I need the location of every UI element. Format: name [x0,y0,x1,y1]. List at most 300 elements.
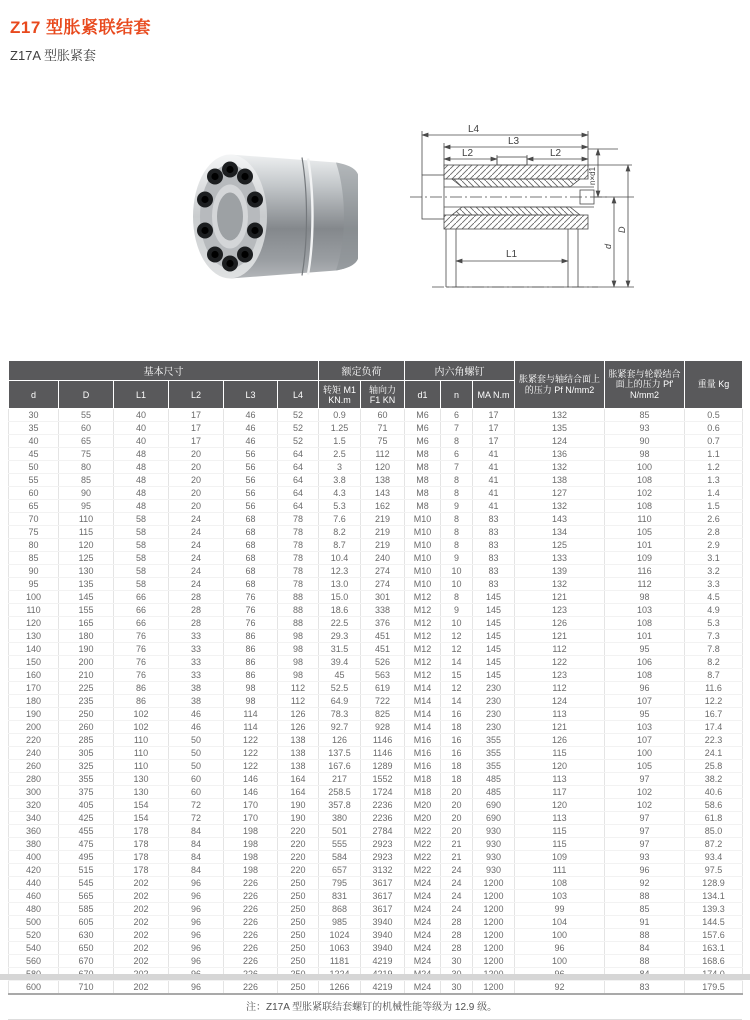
table-cell: 9 [441,604,473,617]
table-cell: 130 [9,630,59,643]
table-cell: 825 [361,708,405,721]
table-cell: 1.5 [685,500,743,513]
page-title: Z17 型胀紧联结套 [10,18,152,37]
table-cell: 103 [605,604,685,617]
product-photo [168,129,396,304]
table-cell: M14 [405,695,441,708]
table-cell: 111 [515,864,605,877]
table-row [9,539,743,552]
table-cell: 485 [473,773,515,786]
table-cell: 20 [441,812,473,825]
table-row [9,474,743,487]
table-cell: 219 [361,526,405,539]
table-cell: 6 [441,448,473,461]
table-cell: 3.2 [685,565,743,578]
table-cell: 7.3 [685,630,743,643]
table-cell: 100 [9,591,59,604]
header-rated-load: 额定负荷 [319,361,405,381]
table-cell: 56 [224,461,278,474]
table-cell: 16 [441,747,473,760]
table-row [9,981,743,995]
table-cell: 5.3 [685,617,743,630]
table-cell: 4.9 [685,604,743,617]
table-cell: 250 [278,981,319,995]
table-cell: 130 [59,565,114,578]
table-cell: 178 [114,838,169,851]
table-cell: 325 [59,760,114,773]
table-cell: M10 [405,552,441,565]
table-cell: 202 [114,929,169,942]
table-cell: 1.1 [685,448,743,461]
table-cell: 217 [319,773,361,786]
coupling-photo-illustration [168,129,396,304]
table-cell: 68 [224,578,278,591]
table-cell: 93 [605,422,685,435]
table-cell: M22 [405,864,441,877]
table-cell: 8.7 [685,669,743,682]
table-cell: 2923 [361,838,405,851]
table-row [9,604,743,617]
table-cell: 85 [9,552,59,565]
table-cell: 219 [361,539,405,552]
table-cell: 60 [59,422,114,435]
table-cell: 24 [169,539,224,552]
table-cell: 375 [59,786,114,799]
table-cell: 88 [278,591,319,604]
table-cell: 30 [9,409,59,422]
table-cell: 619 [361,682,405,695]
table-cell: 46 [224,422,278,435]
table-cell: M16 [405,734,441,747]
table-cell: 1.2 [685,461,743,474]
table-cell: 202 [114,981,169,995]
table-cell: M24 [405,929,441,942]
table-cell: 66 [114,617,169,630]
table-cell: 28 [441,929,473,942]
table-cell: 100 [515,955,605,968]
table-cell: 92 [605,877,685,890]
table-cell: 560 [9,955,59,968]
table-cell: 31.5 [319,643,361,656]
table-cell: 985 [319,916,361,929]
table-cell: 3940 [361,916,405,929]
dim-label-l2-right: L2 [550,147,562,159]
table-cell: 114 [224,708,278,721]
table-cell: 56 [224,500,278,513]
table-cell: 18.6 [319,604,361,617]
table-cell: 108 [605,500,685,513]
table-cell: 112 [515,643,605,656]
table-cell: 226 [224,929,278,942]
table-cell: 795 [319,877,361,890]
table-cell: 202 [114,955,169,968]
table-cell: 24 [441,903,473,916]
table-cell: 3.8 [319,474,361,487]
table-cell: 20 [441,786,473,799]
table-cell: 21 [441,838,473,851]
table-row [9,578,743,591]
table-cell: 120 [9,617,59,630]
table-cell: 98 [605,591,685,604]
table-cell: 38.2 [685,773,743,786]
table-cell: 30 [441,955,473,968]
table-row [9,630,743,643]
table-cell: 930 [473,864,515,877]
table-cell: 132 [515,500,605,513]
table-cell: 12.2 [685,695,743,708]
table-cell: 60 [169,786,224,799]
table-cell: 15.0 [319,591,361,604]
table-cell: 1200 [473,890,515,903]
table-cell: 240 [361,552,405,565]
table-cell: 56 [224,474,278,487]
table-cell: 145 [473,591,515,604]
table-cell: 58 [114,578,169,591]
table-cell: 46 [169,721,224,734]
table-row [9,591,743,604]
table-cell: 1063 [319,942,361,955]
table-cell: 105 [605,526,685,539]
table-cell: 145 [473,630,515,643]
table-cell: M18 [405,786,441,799]
table-cell: 146 [224,773,278,786]
table-cell: 930 [473,838,515,851]
table-cell: 226 [224,877,278,890]
table-cell: 3132 [361,864,405,877]
table-cell: 301 [361,591,405,604]
table-cell: 240 [9,747,59,760]
table-cell: 3617 [361,903,405,916]
table-cell: 78 [278,539,319,552]
table-row [9,942,743,955]
table-cell: 7 [441,422,473,435]
table-cell: 60 [361,409,405,422]
table-cell: M6 [405,435,441,448]
table-cell: 83 [473,565,515,578]
table-cell: 132 [515,409,605,422]
table-cell: 120 [515,799,605,812]
table-cell: 18 [441,760,473,773]
table-cell: 540 [9,942,59,955]
table-cell: 46 [169,708,224,721]
table-cell: 1200 [473,955,515,968]
table-cell: 103 [605,721,685,734]
table-cell: 96 [169,903,224,916]
table-cell: 83 [605,981,685,995]
table-cell: 258.5 [319,786,361,799]
table-cell: 40 [9,435,59,448]
table-cell: 90 [9,565,59,578]
table-cell: 120 [361,461,405,474]
table-cell: 179.5 [685,981,743,995]
table-cell: 274 [361,578,405,591]
table-cell: 2.8 [685,526,743,539]
table-cell: 1200 [473,929,515,942]
table-cell: 85.0 [685,825,743,838]
section-drawing [402,109,702,324]
table-cell: 1.25 [319,422,361,435]
table-cell: 52 [278,435,319,448]
table-row [9,929,743,942]
table-cell: 52 [278,409,319,422]
table-cell: 130 [114,786,169,799]
table-row [9,695,743,708]
table-cell: 110 [605,513,685,526]
table-cell: 109 [515,851,605,864]
table-cell: 98 [224,695,278,708]
table-cell: 115 [515,838,605,851]
table-cell: M14 [405,721,441,734]
table-cell: 96 [169,916,224,929]
table-cell: 137.5 [319,747,361,760]
table-cell: 84 [169,838,224,851]
spec-table [8,360,743,995]
table-cell: 219 [361,513,405,526]
table-cell: 355 [473,747,515,760]
table-cell: 24 [169,513,224,526]
table-cell: 71 [361,422,405,435]
table-cell: 84 [169,864,224,877]
table-cell: 65 [9,500,59,513]
table-cell: 68 [224,539,278,552]
table-cell: M12 [405,669,441,682]
table-cell: 198 [224,864,278,877]
table-cell: 100 [605,747,685,760]
table-cell: 1.5 [319,435,361,448]
table-cell: 146 [224,786,278,799]
table-row [9,708,743,721]
table-cell: 2236 [361,812,405,825]
table-cell: 112 [361,448,405,461]
table-cell: 5.3 [319,500,361,513]
table-cell: 76 [114,656,169,669]
table-cell: 55 [59,409,114,422]
table-cell: 162 [361,500,405,513]
table-row [9,435,743,448]
table-cell: 99 [515,903,605,916]
table-cell: 96 [605,682,685,695]
table-row [9,500,743,513]
table-cell: 121 [515,721,605,734]
table-cell: 97 [605,812,685,825]
table-cell: 70 [9,513,59,526]
table-cell: 657 [319,864,361,877]
table-cell: M12 [405,617,441,630]
table-cell: 96 [169,981,224,995]
table-cell: 198 [224,838,278,851]
table-cell: 102 [605,786,685,799]
table-cell: 86 [224,630,278,643]
table-cell: 202 [114,877,169,890]
table-cell: 83 [473,552,515,565]
table-cell: 138 [278,734,319,747]
table-cell: 61.8 [685,812,743,825]
header-big-d: D [59,381,114,409]
table-cell: 64 [278,448,319,461]
table-cell: 376 [361,617,405,630]
table-cell: 101 [605,630,685,643]
table-cell: 33 [169,656,224,669]
table-cell: 24 [441,864,473,877]
table-cell: M20 [405,812,441,825]
header-axial-force: 轴向力 F1 KN [361,381,405,409]
table-cell: 563 [361,669,405,682]
table-cell: 90 [605,435,685,448]
header-weight: 重量 Kg [685,361,743,409]
table-row [9,773,743,786]
table-cell: 78.3 [319,708,361,721]
table-cell: 16 [441,708,473,721]
table-cell: 48 [114,474,169,487]
table-cell: 112 [515,682,605,695]
table-cell: 190 [59,643,114,656]
table-row [9,526,743,539]
table-cell: M22 [405,851,441,864]
table-cell: 145 [473,669,515,682]
table-cell: 250 [278,942,319,955]
table-cell: 24.1 [685,747,743,760]
table-cell: 97 [605,773,685,786]
table-cell: 100 [515,929,605,942]
table-cell: 40 [114,422,169,435]
table-cell: 2.6 [685,513,743,526]
table-cell: 139.3 [685,903,743,916]
table-cell: 170 [9,682,59,695]
table-cell: 157.6 [685,929,743,942]
table-cell: 305 [59,747,114,760]
table-cell: 250 [278,903,319,916]
table-cell: 1200 [473,903,515,916]
table-cell: 1200 [473,981,515,995]
table-cell: 83 [473,526,515,539]
table-cell: 126 [515,734,605,747]
table-cell: 78 [278,578,319,591]
table-cell: 41 [473,448,515,461]
table-cell: 425 [59,812,114,825]
table-cell: 3617 [361,877,405,890]
table-cell: 115 [59,526,114,539]
table-cell: 134 [515,526,605,539]
table-cell: 3.1 [685,552,743,565]
table-cell: 122 [224,760,278,773]
table-cell: 8 [441,539,473,552]
table-cell: 96 [515,942,605,955]
table-cell: M12 [405,643,441,656]
table-cell: 928 [361,721,405,734]
table-cell: 60 [9,487,59,500]
table-cell: M10 [405,526,441,539]
table-cell: 122 [224,747,278,760]
table-cell: 357.8 [319,799,361,812]
table-cell: 20 [441,799,473,812]
table-row [9,513,743,526]
table-cell: 90 [59,487,114,500]
table-cell: 50 [9,461,59,474]
table-cell: 83 [473,578,515,591]
table-cell: 136 [515,448,605,461]
table-cell: 17 [473,409,515,422]
table-cell: 132 [515,461,605,474]
table-cell: 3 [319,461,361,474]
table-cell: 14 [441,695,473,708]
table-cell: 145 [59,591,114,604]
table-cell: 96 [169,890,224,903]
table-cell: 35 [9,422,59,435]
table-cell: 126 [515,617,605,630]
table-cell: M12 [405,656,441,669]
table-cell: 17 [473,422,515,435]
table-cell: 1724 [361,786,405,799]
table-row [9,721,743,734]
table-cell: 108 [605,474,685,487]
table-cell: 163.1 [685,942,743,955]
table-cell: 360 [9,825,59,838]
table-cell: 202 [114,942,169,955]
table-cell: 380 [9,838,59,851]
table-cell: 109 [605,552,685,565]
table-cell: 39.4 [319,656,361,669]
table-cell: 122 [515,656,605,669]
table-cell: 17 [473,435,515,448]
table-cell: 8 [441,526,473,539]
table-cell: 64 [278,487,319,500]
table-cell: 84 [169,825,224,838]
table-cell: 58 [114,565,169,578]
dim-label-d: d [603,243,613,249]
table-cell: 10 [441,565,473,578]
table-cell: 355 [473,734,515,747]
header-ma: MA N.m [473,381,515,409]
table-cell: 133 [515,552,605,565]
table-cell: 115 [515,747,605,760]
note-row [8,997,742,1020]
table-cell: 139 [515,565,605,578]
table-cell: 1181 [319,955,361,968]
table-cell: 355 [59,773,114,786]
table-cell: 85 [605,409,685,422]
table-row [9,799,743,812]
table-cell: 475 [59,838,114,851]
table-cell: 112 [278,695,319,708]
table-cell: 28 [169,591,224,604]
table-cell: 96 [169,877,224,890]
table-cell: 98 [278,630,319,643]
table-cell: 8 [441,474,473,487]
table-cell: 150 [9,656,59,669]
table-cell: 21 [441,851,473,864]
table-cell: 120 [59,539,114,552]
table-cell: 123 [515,604,605,617]
table-row [9,903,743,916]
table-row [9,760,743,773]
table-cell: 1200 [473,877,515,890]
table-cell: 96 [169,929,224,942]
table-cell: 170 [224,812,278,825]
table-cell: M16 [405,760,441,773]
table-cell: 38 [169,682,224,695]
table-cell: 12 [441,630,473,643]
table-cell: 110 [59,513,114,526]
table-cell: 8.7 [319,539,361,552]
table-cell: 8 [441,435,473,448]
table-cell: M24 [405,877,441,890]
table-cell: 95 [9,578,59,591]
table-cell: 220 [278,838,319,851]
table-cell: 338 [361,604,405,617]
table-row [9,838,743,851]
table-cell: M10 [405,539,441,552]
table-row [9,422,743,435]
